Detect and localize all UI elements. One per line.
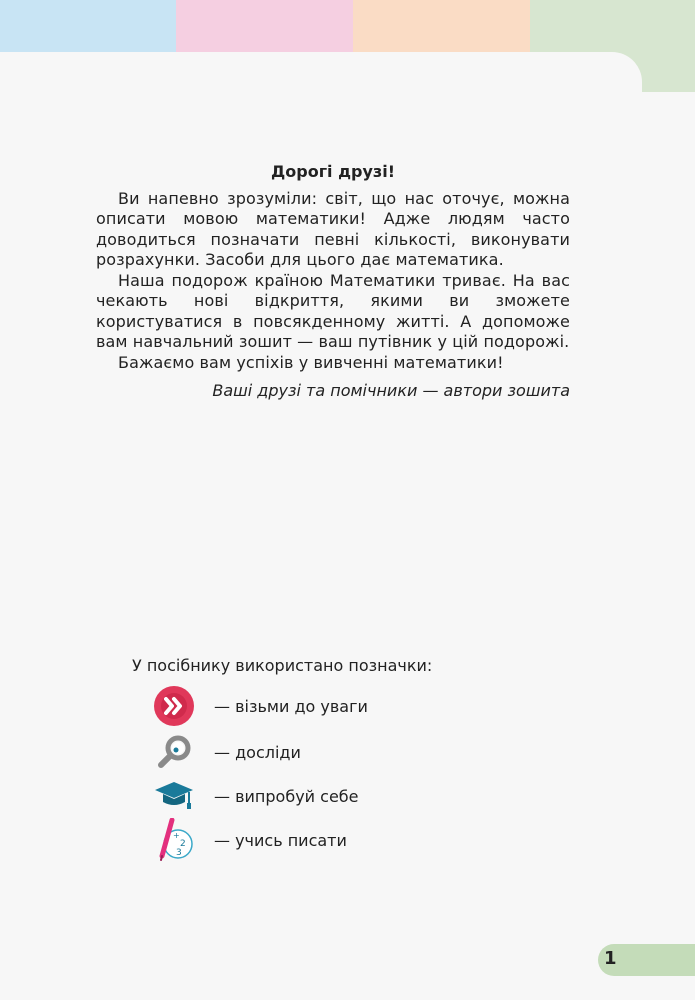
icon-legend [132, 656, 433, 858]
legend-item-label: — учись писати [214, 830, 347, 850]
graduation-cap-icon [152, 774, 196, 818]
letter-paragraph: Бажаємо вам успіхів у вивченні математики! [118, 352, 504, 372]
color-tab-blue [0, 0, 176, 52]
double-chevron-icon [152, 684, 196, 728]
page-number: 1 [604, 948, 617, 969]
pencil-numbers-icon [152, 818, 196, 862]
legend-item-label: — візьми до уваги [214, 696, 368, 716]
legend-item [152, 820, 347, 860]
letter-signature: Ваші друзі та помічники — автори зошита [212, 381, 570, 400]
legend-item [152, 686, 368, 726]
legend-item-label: — випробуй себе [214, 786, 359, 806]
letter [96, 162, 570, 418]
legend-title: У посібнику використано позначки: [132, 656, 433, 675]
color-tab-peach [353, 0, 530, 52]
magnifier-icon [152, 730, 196, 774]
svg-text:2: 2 [180, 839, 186, 849]
letter-paragraph: Наша подорож країною Математики триває. На вас чекають нові відкриття, якими ви зможете користуватися в повсякденному житті. А допоможе вам навчальний зошит — ваш путівник у цій подорожі. [96, 270, 570, 351]
svg-text:3: 3 [176, 848, 182, 858]
color-tab-pink [176, 0, 353, 52]
letter-heading: Дорогі друзі! [271, 162, 395, 181]
legend-item [152, 732, 301, 772]
letter-paragraph: Ви напевно зрозуміли: світ, що нас оточує, можна описати мовою математики! Адже людям часто доводиться позначати певні кількості, виконувати розрахунки. Засоби для цього дає математика. [96, 188, 570, 269]
legend-item [152, 776, 359, 816]
svg-text:+: + [173, 831, 180, 840]
legend-item-label: — досліди [214, 742, 301, 762]
